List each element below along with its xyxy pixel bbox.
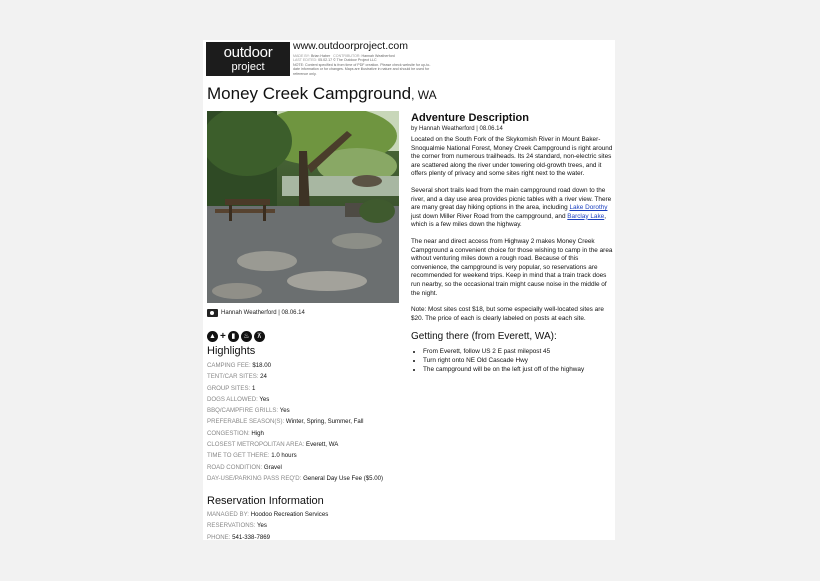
- camera-icon: [207, 309, 218, 317]
- highlight-label: DOGS ALLOWED:: [207, 395, 258, 403]
- highlights-list: [207, 360, 383, 484]
- reservation-value: Hoodoo Recreation Services: [250, 511, 329, 518]
- highlight-value: $18.00: [252, 362, 272, 369]
- highlight-row: [207, 428, 383, 439]
- highlight-label: CLOSEST METROPOLITAN AREA:: [207, 441, 305, 449]
- highlight-row: [207, 383, 383, 394]
- last-edited-value: 05.02.17 © The Outdoor Project LLC: [318, 58, 377, 63]
- direction-step: • Turn right onto NE Old Cascade Hwy: [423, 356, 615, 365]
- highlight-value: 24: [260, 373, 267, 381]
- getting-there-heading: Getting there (from Everett, WA):: [411, 331, 557, 343]
- highlight-value: 1.0 hours: [271, 452, 297, 460]
- logo-text-outdoor: outdoor: [223, 44, 273, 61]
- header-meta: [293, 54, 433, 76]
- highlight-row: [207, 450, 383, 461]
- campground-name: Money Creek Campground: [207, 84, 412, 103]
- direction-step: • The campground will be on the left just off of the highway: [423, 365, 615, 374]
- adventure-paragraph-1: Located on the South Fork of the Skykomish River in Mount Baker-Snoqualmie National Forest, Money Creek Campground is right around the corner from numerous trailheads. Its 24 standard, non-electric sites are scattered along the river under towering old-growth trees, and it offers plenty of privacy and some sites right next to the water.: [411, 136, 613, 178]
- made-by-label: MADE BY:: [293, 54, 310, 58]
- highlight-row: [207, 462, 383, 473]
- reservation-value: Yes: [257, 522, 267, 530]
- paragraph-text: just down Miller River Road from the campground, and: [411, 212, 568, 220]
- highlights-heading: Highlights: [207, 345, 256, 357]
- campground-photo: [207, 111, 399, 303]
- photo-credit-text: Hannah Weatherford | 08.06.14: [221, 310, 305, 316]
- highlight-value: Yes: [259, 395, 270, 403]
- highlight-value: Everett, WA: [306, 441, 339, 449]
- highlight-label: TIME TO GET THERE:: [207, 452, 270, 460]
- paragraph-text: Several short trails lead from the main campground road down to the river, and a day use area provides picnic tables with a river view. There are many great day hiking options in the area, including: [411, 186, 612, 212]
- reservation-value: 541-338-7869: [232, 533, 271, 540]
- page-title: [207, 84, 437, 104]
- barclay-lake-link[interactable]: Barclay Lake: [567, 212, 605, 220]
- reservation-list: [207, 509, 328, 540]
- highlight-label: ROAD CONDITION:: [207, 463, 263, 471]
- highlight-row: [207, 394, 383, 405]
- highlight-value: 1: [251, 384, 256, 392]
- highlight-label: DAY-USE/PARKING PASS REQ'D:: [207, 474, 302, 482]
- campground-photo-image: [207, 111, 399, 303]
- contributor-value: Hannah Weatherford: [361, 54, 395, 58]
- reservation-label: PHONE:: [207, 533, 231, 540]
- highlight-label: CONGESTION:: [207, 429, 250, 437]
- contributor-label: CONTRIBUTOR:: [333, 54, 361, 58]
- pdf-page: [203, 40, 615, 540]
- campsite-icon: ▲: [207, 331, 218, 342]
- photo-credit: [207, 309, 305, 317]
- adventure-paragraph-4: Note: Most sites cost $18, but some especially well-located sites are $20. The price of each is clearly labeled on posts at each site.: [411, 306, 604, 322]
- reservation-row: [207, 520, 328, 531]
- adventure-paragraph-3: The near and direct access from Highway 2 makes Money Creek Campground a convenient choice for those wishing to camp in the area without venturing miles down a rough road. Because of this convenience, the campground is very popular, so reservations are recommended for weekend trips. Keep in mind that a train track does run nearby, so the occasional train might cause noise in the middle of the night.: [411, 237, 613, 297]
- activity-icons: [207, 331, 265, 342]
- highlight-value: Yes: [279, 407, 290, 415]
- adventure-heading: Adventure Description: [411, 112, 529, 124]
- outdoor-project-logo: [206, 42, 290, 76]
- last-edited-label: LAST EDITED:: [293, 58, 318, 63]
- made-by-value: Brian Haber: [310, 54, 331, 58]
- site-url[interactable]: www.outdoorproject.com: [293, 40, 408, 52]
- highlight-row: [207, 439, 383, 450]
- highlight-value: High: [251, 429, 264, 437]
- highlight-label: TENT/CAR SITES:: [207, 373, 259, 381]
- toilet-icon: ▮: [228, 331, 239, 342]
- highlight-value: Gravel: [263, 463, 282, 471]
- reservation-row: [207, 532, 328, 540]
- picnic-table-icon: ⊼: [254, 331, 265, 342]
- highlight-label: CAMPING FEE:: [207, 362, 251, 369]
- reservation-label: RESERVATIONS:: [207, 522, 256, 530]
- paragraph-text: , which is a few miles down the highway.: [411, 212, 607, 229]
- highlight-value: General Day Use Fee ($5.00): [303, 474, 384, 482]
- highlight-value: Winter, Spring, Summer, Fall: [285, 418, 364, 426]
- pdf-note: NOTE: Content specified is from time of PDF creation. Please check website for up-to-date information or for changes. Maps are illustrative in nature and should be used for reference only.: [293, 62, 431, 76]
- campground-state: , WA: [411, 88, 437, 102]
- adventure-byline: by Hannah Weatherford | 08.06.14: [411, 126, 503, 132]
- highlight-row: [207, 405, 383, 416]
- plus-icon: +: [220, 331, 226, 342]
- adventure-column: [411, 112, 615, 374]
- reservation-row: [207, 509, 328, 520]
- highlight-label: BBQ/CAMPFIRE GRILLS:: [207, 407, 279, 415]
- lake-dorothy-link[interactable]: Lake Dorothy: [569, 204, 608, 212]
- directions-list: [411, 347, 615, 374]
- reservation-heading: Reservation Information: [207, 495, 324, 507]
- highlight-row: [207, 371, 383, 382]
- firepit-icon: ♨: [241, 331, 252, 342]
- highlight-label: PREFERABLE SEASON(S):: [207, 418, 285, 426]
- direction-step: • From Everett, follow US 2 E past milepost 45: [423, 347, 615, 356]
- adventure-paragraph-2: [411, 187, 615, 230]
- highlight-row: [207, 360, 383, 371]
- logo-text-project: project: [231, 61, 265, 73]
- highlight-row: [207, 416, 383, 427]
- reservation-label: MANAGED BY:: [207, 511, 249, 518]
- highlight-row: [207, 473, 383, 484]
- highlight-label: GROUP SITES:: [207, 384, 251, 392]
